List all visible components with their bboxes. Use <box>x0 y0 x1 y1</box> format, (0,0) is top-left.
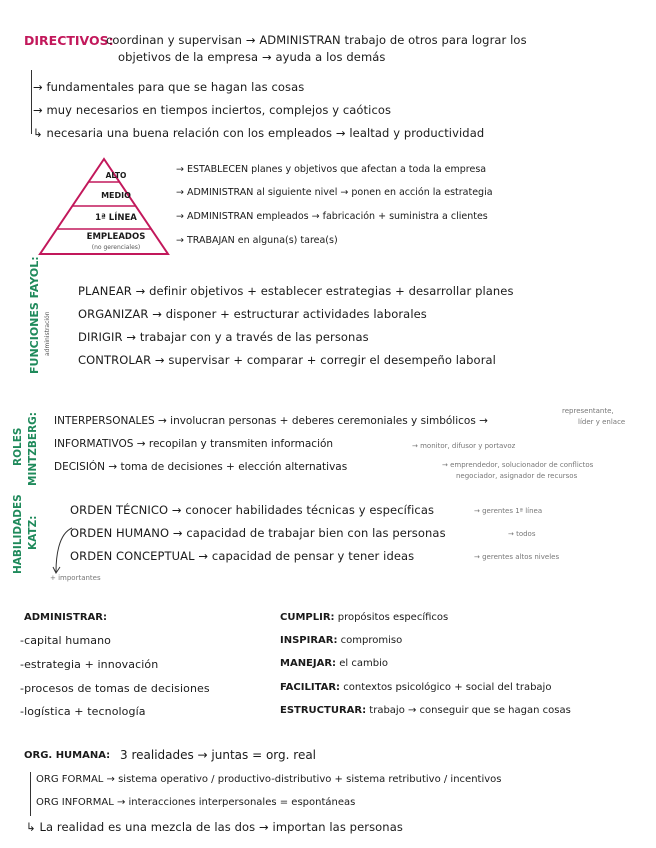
pyramid-level-alto: ALTO <box>105 171 127 180</box>
verb-estructurar: ESTRUCTURAR: trabajo → conseguir que se hagan cosas <box>280 705 571 716</box>
org-informal: ORG INFORMAL → interacciones interpersonales = espontáneas <box>36 797 356 808</box>
mintzberg-informativos: INFORMATIVOS → recopilan y transmiten información <box>54 438 334 450</box>
fayol-title: FUNCIONES FAYOL: <box>28 256 41 374</box>
administrar-title: ADMINISTRAR: <box>24 612 107 623</box>
pyramid-desc-primera-linea: → ADMINISTRAN empleados → fabricación + suministra a clientes <box>176 211 488 222</box>
directivos-line-1: coordinan y supervisan → ADMINISTRAN trabajo de otros para lograr los <box>106 33 527 47</box>
administrar-item-3: -procesos de tomas de decisiones <box>20 682 210 695</box>
directivos-bullet-3: ↳ necesaria una buena relación con los empleados → lealtad y productividad <box>33 126 485 140</box>
mintzberg-interpersonales-note-1: representante, <box>562 407 614 415</box>
pyramid-desc-alto: → ESTABLECEN planes y objetivos que afectan a toda la empresa <box>176 164 487 175</box>
verb-cumplir: CUMPLIR: propósitos específicos <box>280 612 449 623</box>
fayol-organizar: ORGANIZAR → disponer + estructurar actividades laborales <box>78 307 427 321</box>
katz-title-1: HABILIDADES <box>12 494 24 574</box>
pyramid-desc-empleados: → TRABAJAN en alguna(s) tarea(s) <box>176 235 338 246</box>
org-title: ORG. HUMANA: <box>24 750 111 761</box>
org-footer: ↳ La realidad es una mezcla de las dos → importan las personas <box>26 820 403 834</box>
org-headline: 3 realidades → juntas = org. real <box>120 748 317 762</box>
pyramid-level-primera-linea: 1ª LÍNEA <box>95 213 137 223</box>
org-formal: ORG FORMAL → sistema operativo / productivo-distributivo + sistema retributivo / incentivos <box>36 774 502 785</box>
fayol-dirigir: DIRIGIR → trabajar con y a través de las personas <box>78 330 369 344</box>
directivos-bullet-1: → fundamentales para que se hagan las cosas <box>33 80 305 94</box>
verb-manejar: MANEJAR: el cambio <box>280 658 388 669</box>
katz-conceptual-note: → gerentes altos niveles <box>474 553 560 561</box>
mintzberg-decision-note-2: negociador, asignador de recursos <box>456 472 578 480</box>
fayol-planear: PLANEAR → definir objetivos + establecer estrategias + desarrollar planes <box>78 284 514 298</box>
katz-side-note: + importantes <box>50 574 101 582</box>
administrar-item-4: -logística + tecnología <box>20 705 146 718</box>
mintzberg-title-1: ROLES <box>12 427 24 466</box>
katz-tecnico: ORDEN TÉCNICO → conocer habilidades técnicas y específicas <box>70 503 435 517</box>
pyramid-desc-medio: → ADMINISTRAN al siguiente nivel → ponen en acción la estrategia <box>176 187 493 198</box>
mintzberg-title-2: MINTZBERG: <box>27 412 39 486</box>
pyramid-sublabel: (no gerenciales) <box>91 244 141 251</box>
mintzberg-informativos-note: → monitor, difusor y portavoz <box>412 442 516 450</box>
katz-conceptual: ORDEN CONCEPTUAL → capacidad de pensar y tener ideas <box>70 549 415 563</box>
org-bracket <box>30 772 31 816</box>
directivos-bullet-2: → muy necesarios en tiempos inciertos, complejos y caóticos <box>33 103 392 117</box>
mintzberg-decision: DECISIÓN → toma de decisiones + elección alternativas <box>54 461 348 473</box>
verb-facilitar: FACILITAR: contextos psicológico + social del trabajo <box>280 682 552 693</box>
administrar-item-1: -capital humano <box>20 634 112 647</box>
mintzberg-decision-note-1: → emprendedor, solucionador de conflictos <box>442 461 594 469</box>
katz-tecnico-note: → gerentes 1ª línea <box>474 507 543 515</box>
katz-humano-note: → todos <box>508 530 536 538</box>
directivos-title: DIRECTIVOS: <box>24 33 114 48</box>
mintzberg-interpersonales: INTERPERSONALES → involucran personas + deberes ceremoniales y simbólicos → <box>54 415 488 427</box>
fayol-subtitle: administración <box>44 311 51 356</box>
mintzberg-interpersonales-note-2: líder y enlace <box>578 418 626 426</box>
katz-humano: ORDEN HUMANO → capacidad de trabajar bien con las personas <box>70 526 446 540</box>
katz-title-2: KATZ: <box>27 515 39 550</box>
verb-inspirar: INSPIRAR: compromiso <box>280 635 403 646</box>
administrar-item-2: -estrategia + innovación <box>20 658 159 671</box>
pyramid-level-medio: MEDIO <box>101 191 131 200</box>
fayol-controlar: CONTROLAR → supervisar + comparar + corregir el desempeño laboral <box>78 353 496 367</box>
directivos-bracket <box>31 70 32 134</box>
directivos-line-2: objetivos de la empresa → ayuda a los demás <box>118 50 386 64</box>
pyramid-level-empleados: EMPLEADOS <box>86 232 146 242</box>
